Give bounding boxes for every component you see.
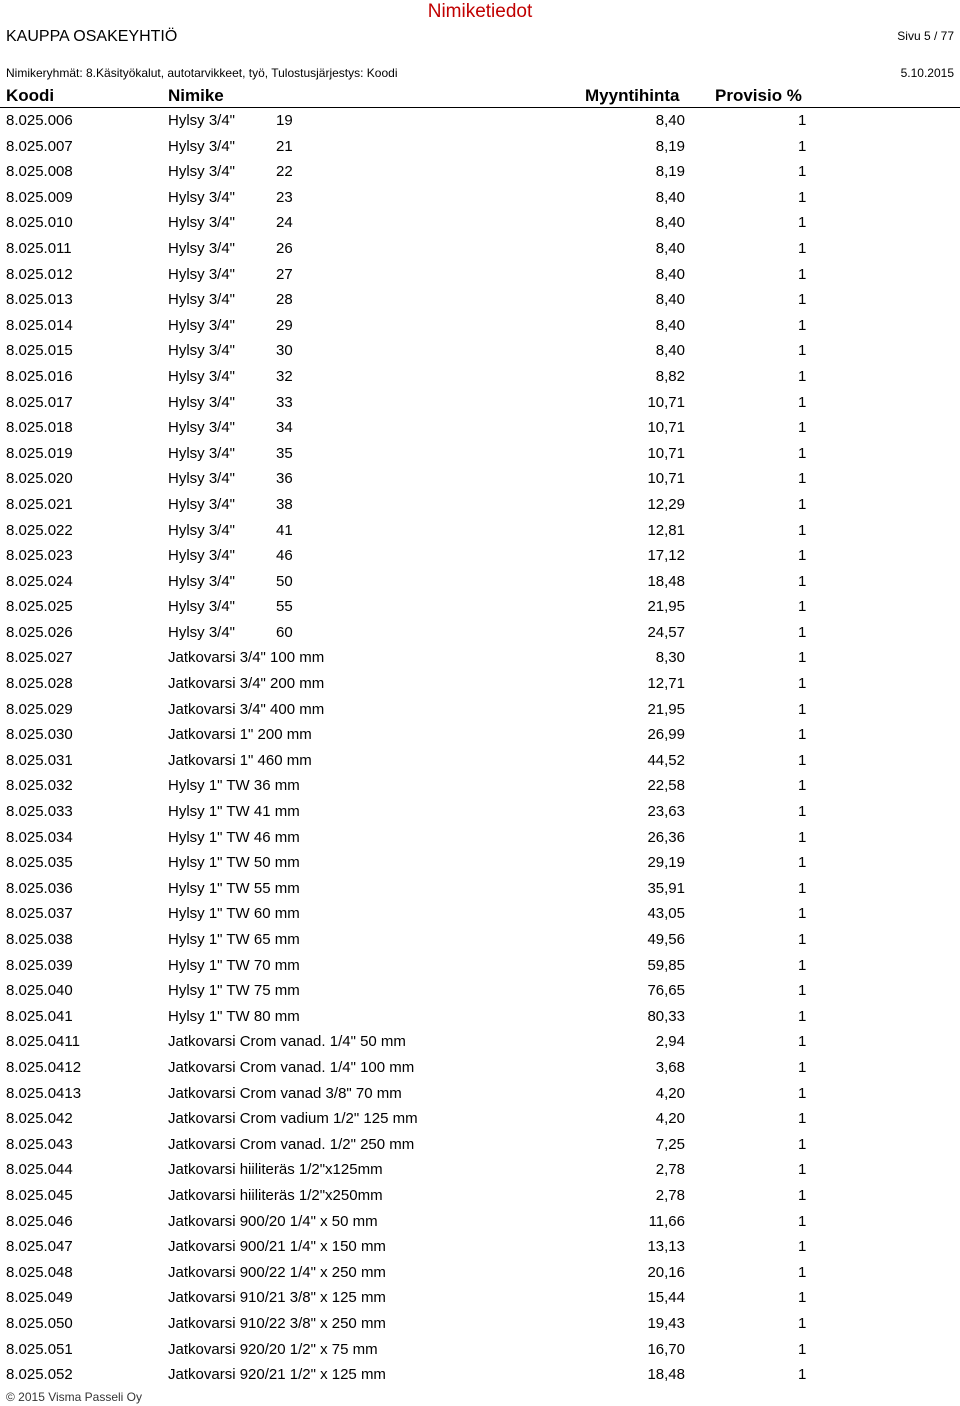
item-size: 36 bbox=[276, 470, 293, 488]
item-name: Hylsy 1" TW 46 mm bbox=[168, 828, 300, 846]
item-price: 20,16 bbox=[647, 1263, 685, 1281]
column-header-code: Koodi bbox=[6, 86, 55, 105]
item-name: Jatkovarsi Crom vadium 1/2" 125 mm bbox=[168, 1110, 418, 1128]
table-row bbox=[0, 543, 960, 569]
item-price: 15,44 bbox=[647, 1289, 685, 1307]
item-code: 8.025.048 bbox=[6, 1263, 73, 1281]
table-row bbox=[0, 108, 960, 134]
table-row bbox=[0, 1029, 960, 1055]
table-row bbox=[0, 1055, 960, 1081]
item-table bbox=[0, 108, 960, 1388]
table-row bbox=[0, 210, 960, 236]
item-commission: 1 bbox=[798, 188, 807, 206]
item-commission: 1 bbox=[798, 700, 807, 718]
page-number: Sivu 5 / 77 bbox=[897, 29, 954, 43]
item-code: 8.025.022 bbox=[6, 521, 73, 539]
column-header-name: Nimike bbox=[168, 86, 224, 105]
item-price: 80,33 bbox=[647, 1007, 685, 1025]
item-price: 18,48 bbox=[647, 572, 685, 590]
item-commission: 1 bbox=[798, 649, 807, 667]
item-price: 2,78 bbox=[655, 1161, 685, 1179]
item-commission: 1 bbox=[798, 1084, 807, 1102]
item-name: Jatkovarsi 3/4" 100 mm bbox=[168, 649, 325, 667]
item-commission: 1 bbox=[798, 623, 807, 641]
item-code: 8.025.051 bbox=[6, 1340, 73, 1358]
item-size: 32 bbox=[276, 367, 293, 385]
item-name: Hylsy 3/4" bbox=[168, 547, 236, 565]
item-size: 41 bbox=[276, 521, 293, 539]
item-name: Hylsy 3/4" bbox=[168, 495, 236, 513]
item-price: 7,25 bbox=[655, 1135, 685, 1153]
item-code: 8.025.042 bbox=[6, 1110, 73, 1128]
item-price: 10,71 bbox=[647, 419, 685, 437]
item-commission: 1 bbox=[798, 444, 807, 462]
item-code: 8.025.040 bbox=[6, 982, 73, 1000]
table-row bbox=[0, 134, 960, 160]
item-price: 17,12 bbox=[647, 547, 685, 565]
item-name: Hylsy 1" TW 80 mm bbox=[168, 1007, 300, 1025]
item-name: Hylsy 3/4" bbox=[168, 265, 236, 283]
item-price: 3,68 bbox=[655, 1058, 685, 1076]
item-size: 28 bbox=[276, 291, 293, 309]
item-price: 44,52 bbox=[647, 751, 685, 769]
item-name: Jatkovarsi Crom vanad 3/8" 70 mm bbox=[168, 1084, 402, 1102]
item-commission: 1 bbox=[798, 163, 807, 181]
item-commission: 1 bbox=[798, 931, 807, 948]
table-row bbox=[0, 492, 960, 518]
item-code: 8.025.0413 bbox=[6, 1084, 82, 1102]
table-row bbox=[0, 1234, 960, 1260]
item-price: 4,20 bbox=[655, 1110, 685, 1128]
report-title: Nimiketiedot bbox=[427, 1, 533, 22]
item-price: 4,20 bbox=[655, 1084, 685, 1102]
item-price: 10,71 bbox=[647, 470, 685, 488]
item-price: 29,19 bbox=[647, 854, 685, 872]
item-name: Hylsy 3/4" bbox=[168, 521, 236, 539]
item-price: 19,43 bbox=[647, 1314, 685, 1332]
table-row bbox=[0, 901, 960, 927]
item-code: 8.025.050 bbox=[6, 1314, 73, 1332]
item-code: 8.025.010 bbox=[6, 214, 73, 232]
table-row bbox=[0, 1362, 960, 1388]
table-row bbox=[0, 390, 960, 416]
item-price: 76,65 bbox=[647, 982, 685, 1000]
item-size: 55 bbox=[276, 598, 293, 616]
item-name: Hylsy 3/4" bbox=[168, 342, 236, 360]
item-price: 8,19 bbox=[655, 163, 685, 181]
table-row bbox=[0, 159, 960, 185]
item-name: Jatkovarsi 920/20 1/2" x 75 mm bbox=[168, 1340, 378, 1358]
table-row bbox=[0, 364, 960, 390]
item-code: 8.025.012 bbox=[6, 265, 73, 283]
item-code: 8.025.049 bbox=[6, 1289, 73, 1307]
item-name: Jatkovarsi 3/4" 400 mm bbox=[168, 700, 325, 718]
table-row bbox=[0, 1285, 960, 1311]
table-row bbox=[0, 1132, 960, 1158]
item-price: 43,05 bbox=[647, 905, 685, 923]
footer-copyright: © 2015 Visma Passeli Oy bbox=[6, 1390, 143, 1404]
table-row bbox=[0, 1157, 960, 1183]
item-name: Hylsy 3/4" bbox=[168, 444, 236, 462]
item-code: 8.025.024 bbox=[6, 572, 73, 590]
item-name: Jatkovarsi 910/22 3/8" x 250 mm bbox=[168, 1314, 386, 1332]
table-row bbox=[0, 645, 960, 671]
item-name: Jatkovarsi 910/21 3/8" x 125 mm bbox=[168, 1289, 386, 1307]
item-name: Hylsy 3/4" bbox=[168, 393, 236, 411]
item-code: 8.025.032 bbox=[6, 777, 73, 795]
item-price: 24,57 bbox=[647, 623, 685, 641]
item-commission: 1 bbox=[798, 547, 807, 565]
item-commission: 1 bbox=[798, 854, 807, 872]
item-code: 8.025.030 bbox=[6, 726, 73, 744]
table-row bbox=[0, 1183, 960, 1209]
item-commission: 1 bbox=[798, 393, 807, 411]
table-row bbox=[0, 518, 960, 544]
item-size: 21 bbox=[276, 137, 293, 155]
item-code: 8.025.028 bbox=[6, 675, 73, 693]
item-name: Hylsy 3/4" bbox=[168, 239, 236, 257]
item-size: 22 bbox=[276, 163, 293, 181]
item-commission: 1 bbox=[798, 675, 807, 693]
item-commission: 1 bbox=[798, 1135, 807, 1153]
item-code: 8.025.044 bbox=[6, 1161, 73, 1179]
item-price: 8,40 bbox=[655, 188, 685, 206]
item-name: Jatkovarsi hiiliteräs 1/2"x125mm bbox=[168, 1161, 383, 1179]
item-name: Hylsy 1" TW 65 mm bbox=[168, 931, 300, 948]
item-price: 22,58 bbox=[647, 777, 685, 795]
item-code: 8.025.0412 bbox=[6, 1058, 82, 1076]
item-price: 26,99 bbox=[647, 726, 685, 744]
item-code: 8.025.043 bbox=[6, 1135, 73, 1153]
item-code: 8.025.023 bbox=[6, 547, 73, 565]
column-header-price: Myyntihinta bbox=[585, 86, 680, 105]
item-code: 8.025.025 bbox=[6, 598, 73, 616]
table-row bbox=[0, 671, 960, 697]
company-name: KAUPPA OSAKEYHTIÖ bbox=[6, 28, 178, 45]
item-name: Hylsy 3/4" bbox=[168, 137, 236, 155]
item-code: 8.025.047 bbox=[6, 1238, 73, 1256]
item-price: 8,40 bbox=[655, 316, 685, 334]
item-code: 8.025.026 bbox=[6, 623, 73, 641]
item-price: 59,85 bbox=[647, 956, 685, 974]
item-price: 8,40 bbox=[655, 112, 685, 129]
table-row bbox=[0, 1209, 960, 1235]
item-name: Jatkovarsi 1" 460 mm bbox=[168, 751, 312, 769]
item-code: 8.025.008 bbox=[6, 163, 73, 181]
item-code: 8.025.052 bbox=[6, 1366, 73, 1384]
item-commission: 1 bbox=[798, 1212, 807, 1230]
table-row bbox=[0, 313, 960, 339]
report-filter: Nimikeryhmät: 8.Käsityökalut, autotarvikkeet, työ, Tulostusjärjestys: Koodi bbox=[6, 66, 398, 80]
item-price: 8,19 bbox=[655, 137, 685, 155]
table-row bbox=[0, 1004, 960, 1030]
item-commission: 1 bbox=[798, 1366, 807, 1384]
item-commission: 1 bbox=[798, 419, 807, 437]
table-row bbox=[0, 1260, 960, 1286]
item-commission: 1 bbox=[798, 342, 807, 360]
item-price: 12,81 bbox=[647, 521, 685, 539]
item-price: 26,36 bbox=[647, 828, 685, 846]
item-commission: 1 bbox=[798, 572, 807, 590]
item-name: Hylsy 1" TW 36 mm bbox=[168, 777, 300, 795]
item-code: 8.025.036 bbox=[6, 879, 73, 897]
table-row bbox=[0, 978, 960, 1004]
item-name: Hylsy 3/4" bbox=[168, 367, 236, 385]
item-price: 2,78 bbox=[655, 1186, 685, 1204]
table-row bbox=[0, 1081, 960, 1107]
item-commission: 1 bbox=[798, 1110, 807, 1128]
item-name: Jatkovarsi Crom vanad. 1/2" 250 mm bbox=[168, 1135, 415, 1153]
item-size: 35 bbox=[276, 444, 293, 462]
item-price: 16,70 bbox=[647, 1340, 685, 1358]
item-commission: 1 bbox=[798, 291, 807, 309]
item-commission: 1 bbox=[798, 1007, 807, 1025]
item-commission: 1 bbox=[798, 521, 807, 539]
item-name: Hylsy 1" TW 70 mm bbox=[168, 956, 300, 974]
item-commission: 1 bbox=[798, 1289, 807, 1307]
item-price: 8,40 bbox=[655, 291, 685, 309]
item-commission: 1 bbox=[798, 956, 807, 974]
item-code: 8.025.041 bbox=[6, 1007, 73, 1025]
table-row bbox=[0, 1106, 960, 1132]
table-row bbox=[0, 415, 960, 441]
item-size: 46 bbox=[276, 547, 293, 565]
item-size: 50 bbox=[276, 572, 293, 590]
item-price: 23,63 bbox=[647, 803, 685, 821]
table-row bbox=[0, 262, 960, 288]
item-commission: 1 bbox=[798, 1340, 807, 1358]
column-headers bbox=[0, 85, 960, 108]
item-code: 8.025.019 bbox=[6, 444, 73, 462]
item-code: 8.025.011 bbox=[6, 239, 72, 257]
item-name: Jatkovarsi hiiliteräs 1/2"x250mm bbox=[168, 1186, 383, 1204]
item-code: 8.025.015 bbox=[6, 342, 73, 360]
table-row bbox=[0, 799, 960, 825]
item-commission: 1 bbox=[798, 879, 807, 897]
item-name: Hylsy 3/4" bbox=[168, 188, 236, 206]
item-price: 13,13 bbox=[647, 1238, 685, 1256]
item-name: Hylsy 1" TW 60 mm bbox=[168, 905, 300, 923]
item-code: 8.025.017 bbox=[6, 393, 73, 411]
item-code: 8.025.020 bbox=[6, 470, 73, 488]
item-size: 33 bbox=[276, 393, 293, 411]
item-code: 8.025.0411 bbox=[6, 1033, 80, 1051]
item-commission: 1 bbox=[798, 905, 807, 923]
item-commission: 1 bbox=[798, 470, 807, 488]
item-price: 12,71 bbox=[647, 675, 685, 693]
column-header-commission: Provisio % bbox=[715, 86, 802, 105]
item-code: 8.025.035 bbox=[6, 854, 73, 872]
table-row bbox=[0, 338, 960, 364]
table-row bbox=[0, 620, 960, 646]
item-name: Jatkovarsi 900/22 1/4" x 250 mm bbox=[168, 1263, 386, 1281]
item-size: 60 bbox=[276, 623, 293, 641]
item-price: 8,30 bbox=[655, 649, 685, 667]
item-commission: 1 bbox=[798, 598, 807, 616]
item-code: 8.025.038 bbox=[6, 931, 73, 948]
table-row bbox=[0, 697, 960, 723]
item-commission: 1 bbox=[798, 316, 807, 334]
item-name: Hylsy 3/4" bbox=[168, 470, 236, 488]
table-row bbox=[0, 748, 960, 774]
item-name: Jatkovarsi 900/20 1/4" x 50 mm bbox=[168, 1212, 378, 1230]
item-price: 18,48 bbox=[647, 1366, 685, 1384]
item-size: 38 bbox=[276, 495, 293, 513]
item-name: Jatkovarsi Crom vanad. 1/4" 50 mm bbox=[168, 1033, 406, 1051]
table-row bbox=[0, 773, 960, 799]
item-code: 8.025.018 bbox=[6, 419, 73, 437]
item-name: Jatkovarsi 1" 200 mm bbox=[168, 726, 312, 744]
item-code: 8.025.021 bbox=[6, 495, 73, 513]
item-name: Hylsy 3/4" bbox=[168, 112, 236, 129]
table-row bbox=[0, 466, 960, 492]
item-code: 8.025.033 bbox=[6, 803, 73, 821]
item-code: 8.025.013 bbox=[6, 291, 73, 309]
item-name: Hylsy 3/4" bbox=[168, 214, 236, 232]
table-row bbox=[0, 876, 960, 902]
item-name: Hylsy 3/4" bbox=[168, 291, 236, 309]
item-commission: 1 bbox=[798, 1263, 807, 1281]
item-size: 19 bbox=[276, 112, 293, 129]
table-row bbox=[0, 1337, 960, 1363]
item-name: Hylsy 1" TW 75 mm bbox=[168, 982, 300, 1000]
table-row bbox=[0, 287, 960, 313]
item-commission: 1 bbox=[798, 1314, 807, 1332]
table-row bbox=[0, 441, 960, 467]
item-commission: 1 bbox=[798, 214, 807, 232]
item-commission: 1 bbox=[798, 982, 807, 1000]
item-price: 10,71 bbox=[647, 444, 685, 462]
item-price: 21,95 bbox=[647, 700, 685, 718]
item-name: Hylsy 3/4" bbox=[168, 598, 236, 616]
item-size: 27 bbox=[276, 265, 293, 283]
item-commission: 1 bbox=[798, 828, 807, 846]
item-code: 8.025.031 bbox=[6, 751, 73, 769]
table-row bbox=[0, 185, 960, 211]
table-row bbox=[0, 569, 960, 595]
item-commission: 1 bbox=[798, 1033, 807, 1051]
item-code: 8.025.007 bbox=[6, 137, 73, 155]
item-size: 24 bbox=[276, 214, 293, 232]
item-price: 8,40 bbox=[655, 342, 685, 360]
item-price: 8,40 bbox=[655, 214, 685, 232]
item-price: 10,71 bbox=[647, 393, 685, 411]
item-code: 8.025.045 bbox=[6, 1186, 73, 1204]
item-commission: 1 bbox=[798, 367, 807, 385]
item-price: 49,56 bbox=[647, 931, 685, 948]
item-size: 30 bbox=[276, 342, 293, 360]
item-code: 8.025.006 bbox=[6, 112, 73, 129]
item-name: Hylsy 3/4" bbox=[168, 419, 236, 437]
item-commission: 1 bbox=[798, 137, 807, 155]
item-name: Hylsy 3/4" bbox=[168, 163, 236, 181]
item-code: 8.025.037 bbox=[6, 905, 73, 923]
item-name: Jatkovarsi Crom vanad. 1/4" 100 mm bbox=[168, 1058, 415, 1076]
item-name: Hylsy 3/4" bbox=[168, 623, 236, 641]
item-price: 8,40 bbox=[655, 239, 685, 257]
item-commission: 1 bbox=[798, 777, 807, 795]
item-name: Jatkovarsi 3/4" 200 mm bbox=[168, 675, 325, 693]
item-price: 35,91 bbox=[647, 879, 685, 897]
item-code: 8.025.039 bbox=[6, 956, 73, 974]
item-price: 11,66 bbox=[648, 1212, 685, 1230]
item-price: 12,29 bbox=[647, 495, 685, 513]
item-size: 26 bbox=[276, 239, 293, 257]
item-commission: 1 bbox=[798, 265, 807, 283]
item-commission: 1 bbox=[798, 726, 807, 744]
item-code: 8.025.009 bbox=[6, 188, 73, 206]
item-size: 23 bbox=[276, 188, 293, 206]
item-commission: 1 bbox=[798, 112, 807, 129]
item-name: Hylsy 1" TW 50 mm bbox=[168, 854, 300, 872]
item-size: 29 bbox=[276, 316, 293, 334]
table-row bbox=[0, 1311, 960, 1337]
item-commission: 1 bbox=[798, 1058, 807, 1076]
item-code: 8.025.046 bbox=[6, 1212, 73, 1230]
table-row bbox=[0, 953, 960, 979]
item-code: 8.025.016 bbox=[6, 367, 73, 385]
item-name: Jatkovarsi 900/21 1/4" x 150 mm bbox=[168, 1238, 386, 1256]
table-row bbox=[0, 927, 960, 953]
print-date: 5.10.2015 bbox=[900, 66, 954, 80]
table-row bbox=[0, 236, 960, 262]
item-price: 8,40 bbox=[655, 265, 685, 283]
item-price: 2,94 bbox=[655, 1033, 685, 1051]
item-size: 34 bbox=[276, 419, 293, 437]
item-price: 21,95 bbox=[647, 598, 685, 616]
item-commission: 1 bbox=[798, 495, 807, 513]
item-code: 8.025.034 bbox=[6, 828, 73, 846]
item-code: 8.025.027 bbox=[6, 649, 73, 667]
table-row bbox=[0, 850, 960, 876]
item-name: Hylsy 1" TW 41 mm bbox=[168, 803, 300, 821]
item-commission: 1 bbox=[798, 239, 807, 257]
table-row bbox=[0, 594, 960, 620]
item-name: Jatkovarsi 920/21 1/2" x 125 mm bbox=[168, 1366, 386, 1384]
item-name: Hylsy 1" TW 55 mm bbox=[168, 879, 300, 897]
item-commission: 1 bbox=[798, 1186, 807, 1204]
item-code: 8.025.014 bbox=[6, 316, 73, 334]
item-name: Hylsy 3/4" bbox=[168, 572, 236, 590]
item-name: Hylsy 3/4" bbox=[168, 316, 236, 334]
table-row bbox=[0, 825, 960, 851]
item-commission: 1 bbox=[798, 1161, 807, 1179]
item-code: 8.025.029 bbox=[6, 700, 73, 718]
table-row bbox=[0, 722, 960, 748]
item-price: 8,82 bbox=[655, 367, 685, 385]
item-commission: 1 bbox=[798, 751, 807, 769]
item-commission: 1 bbox=[798, 803, 807, 821]
item-commission: 1 bbox=[798, 1238, 807, 1256]
